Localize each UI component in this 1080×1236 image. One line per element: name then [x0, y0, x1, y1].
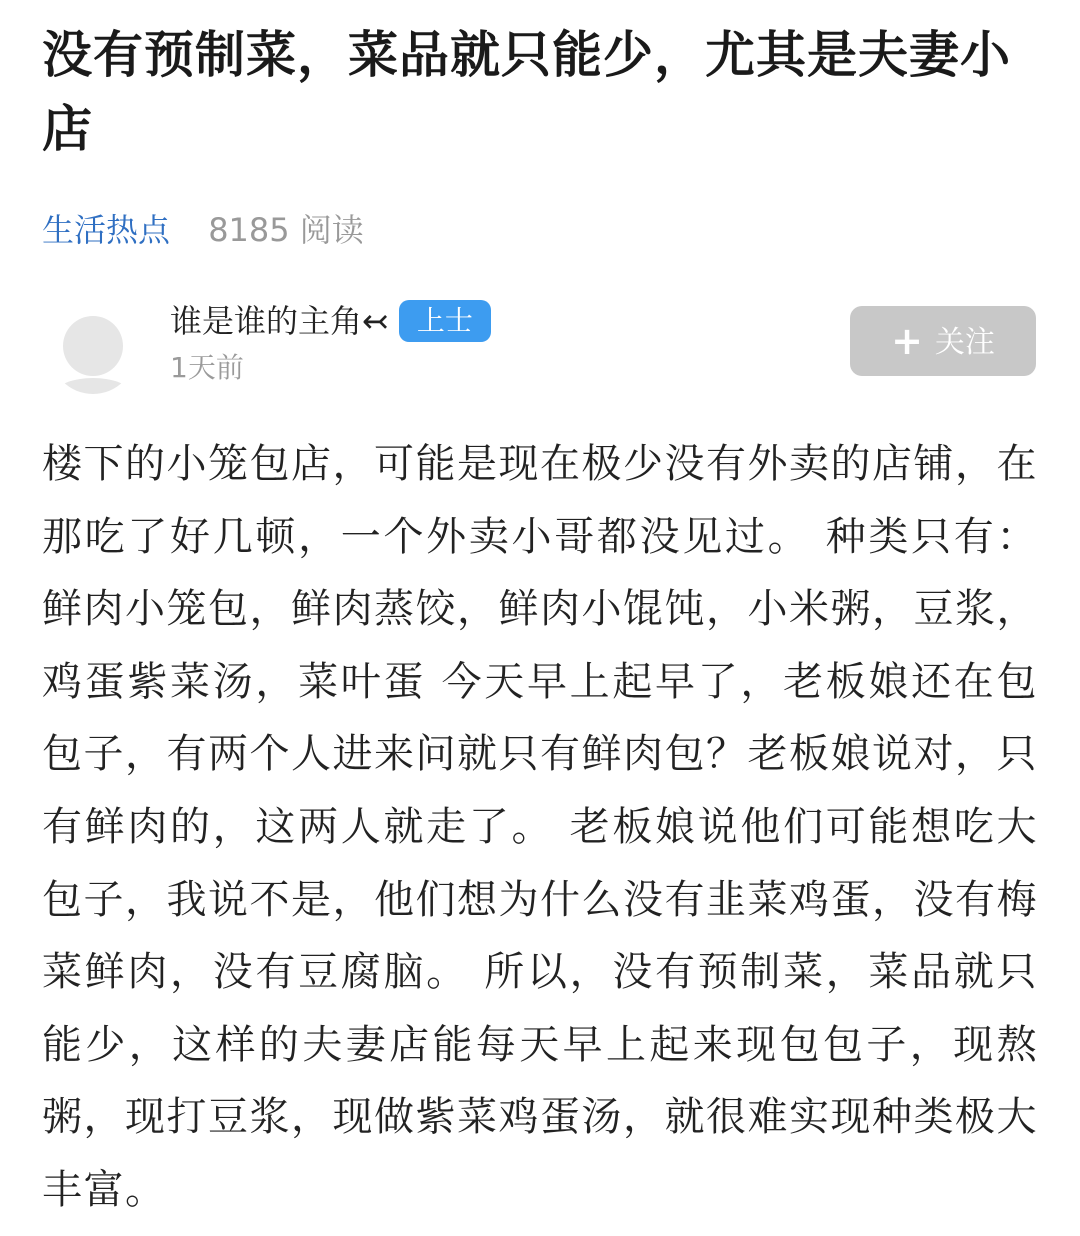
- category-link[interactable]: 生活热点: [42, 211, 171, 249]
- author-name-line: [170, 296, 491, 346]
- read-count: 8185 阅读: [208, 211, 364, 249]
- author-row: [42, 296, 1038, 406]
- article-title: 没有预制菜，菜品就只能少，尤其是夫妻小店: [42, 26, 1011, 158]
- article-body: 楼下的小笼包店，可能是现在极少没有外卖的店铺，在那吃了好几顿，一个外卖小哥都没见过。 种类只有：鲜肉小笼包，鲜肉蒸饺，鲜肉小馄饨，小米粥，豆浆，鸡蛋紫菜汤，菜叶蛋 今天早上起早了，老板娘还在包包子，有两个人进来问就只有鲜肉包？老板娘说对，只有鲜肉的，这两人就走了。 老板娘说他们可能想吃大包子，我说不是，他们想为什么没有韭菜鸡蛋，没有梅菜鲜肉，没有豆腐脑。 所以，没有预制菜，菜品就只能少，这样的夫妻店能每天早上起来现包包子，现熬粥，现打豆浆，现做紫菜鸡蛋汤，就很难实现种类极大丰富。: [42, 441, 1038, 1213]
- default-avatar-icon[interactable]: [50, 308, 136, 394]
- plus-icon: +: [891, 319, 923, 363]
- rank-badge: 上士: [399, 300, 491, 342]
- follow-button-label: 关注: [934, 325, 995, 360]
- article-meta: [42, 206, 364, 254]
- follow-button[interactable]: [850, 306, 1036, 376]
- post-time: 1天前: [170, 351, 244, 384]
- author-name[interactable]: 谁是谁的主角↢: [170, 302, 389, 340]
